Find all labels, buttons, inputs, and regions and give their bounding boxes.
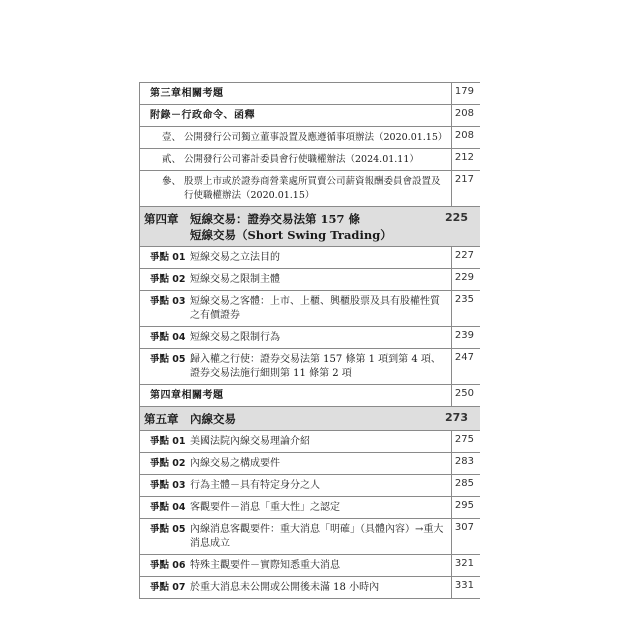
toc-page-number: 229 bbox=[454, 272, 474, 283]
toc-point-entry bbox=[140, 247, 480, 269]
toc-sub-label: 貳、 bbox=[162, 154, 182, 165]
toc-sub-title: 股票上市或於證券商營業處所買賣公司薪資報酬委員會設置及行使職權辦法（2020.01.15） bbox=[184, 176, 441, 201]
point-label: 爭點 07 bbox=[150, 582, 186, 593]
toc-point-entry bbox=[140, 349, 480, 385]
toc-page-number: 285 bbox=[454, 478, 474, 489]
chapter-subtitle: 短線交易（Short Swing Trading） bbox=[190, 228, 392, 242]
toc-point-entry bbox=[140, 431, 480, 453]
point-title: 美國法院內線交易理論介紹 bbox=[190, 436, 310, 447]
chapter-number: 第四章 bbox=[144, 212, 179, 226]
toc-point-entry bbox=[140, 291, 480, 327]
chapter-title: 內線交易 bbox=[190, 412, 236, 426]
point-title: 短線交易之立法目的 bbox=[190, 252, 280, 263]
toc-page-number: 273 bbox=[445, 411, 468, 424]
point-title: 特殊主觀要件－實際知悉重大消息 bbox=[190, 560, 340, 571]
toc-point-entry bbox=[140, 577, 480, 598]
toc-section-entry bbox=[140, 105, 480, 127]
toc-page-number: 283 bbox=[454, 456, 474, 467]
toc-sub-title: 公開發行公司獨立董事設置及應遵循事項辦法（2020.01.15） bbox=[184, 132, 448, 143]
toc-entry-title: 第四章相關考題 bbox=[150, 390, 224, 401]
toc-point-entry bbox=[140, 497, 480, 519]
toc-page-number: 235 bbox=[454, 294, 474, 305]
toc-sub-entry bbox=[140, 149, 480, 171]
toc-point-entry bbox=[140, 453, 480, 475]
toc-chapter-heading bbox=[140, 207, 480, 247]
toc-point-entry bbox=[140, 519, 480, 555]
point-label: 爭點 01 bbox=[150, 252, 186, 263]
point-title: 內線交易之構成要件 bbox=[190, 458, 280, 469]
toc-sub-entry bbox=[140, 171, 480, 207]
chapter-title: 短線交易：證券交易法第 157 條 bbox=[190, 212, 361, 226]
point-label: 爭點 02 bbox=[150, 458, 186, 469]
point-label: 爭點 06 bbox=[150, 560, 186, 571]
toc-page-number: 227 bbox=[454, 250, 474, 261]
point-title: 短線交易之限制行為 bbox=[190, 332, 280, 343]
point-label: 爭點 02 bbox=[150, 274, 186, 285]
toc-page-number: 208 bbox=[454, 108, 474, 119]
point-title: 短線交易之限制主體 bbox=[190, 274, 280, 285]
point-title: 行為主體－具有特定身分之人 bbox=[190, 480, 320, 491]
toc-point-entry bbox=[140, 555, 480, 577]
chapter-number: 第五章 bbox=[144, 412, 179, 426]
toc-point-entry bbox=[140, 327, 480, 349]
toc-page-number: 225 bbox=[445, 211, 468, 224]
toc-page-number: 217 bbox=[454, 174, 474, 185]
point-label: 爭點 05 bbox=[150, 524, 186, 535]
toc-page-number: 307 bbox=[454, 522, 474, 533]
toc-sub-label: 參、 bbox=[162, 176, 182, 187]
point-label: 爭點 05 bbox=[150, 354, 186, 365]
point-title: 內線消息客觀要件：重大消息「明確」（具體內容）→重大消息成立 bbox=[190, 524, 444, 549]
point-title: 歸入權之行使：證券交易法第 157 條第 1 項到第 4 項、證券交易法施行細則第 11 條第 2 項 bbox=[190, 354, 441, 379]
table-of-contents bbox=[139, 82, 480, 599]
point-title: 客觀要件－消息「重大性」之認定 bbox=[190, 502, 340, 513]
toc-page-number: 321 bbox=[454, 558, 474, 569]
point-title: 於重大消息未公開或公開後未滿 18 小時內 bbox=[190, 582, 380, 593]
point-label: 爭點 04 bbox=[150, 332, 186, 343]
point-label: 爭點 01 bbox=[150, 436, 186, 447]
toc-section-entry bbox=[140, 83, 480, 105]
point-label: 爭點 03 bbox=[150, 296, 186, 307]
toc-page-number: 179 bbox=[454, 86, 474, 97]
toc-chapter-heading bbox=[140, 407, 480, 431]
toc-section-entry bbox=[140, 385, 480, 407]
point-label: 爭點 03 bbox=[150, 480, 186, 491]
toc-sub-title: 公開發行公司審計委員會行使職權辦法（2024.01.11） bbox=[184, 154, 419, 165]
toc-point-entry bbox=[140, 269, 480, 291]
toc-point-entry bbox=[140, 475, 480, 497]
toc-page-number: 295 bbox=[454, 500, 474, 511]
point-label: 爭點 04 bbox=[150, 502, 186, 513]
toc-page-number: 331 bbox=[454, 580, 474, 591]
toc-sub-entry bbox=[140, 127, 480, 149]
toc-entry-title: 第三章相關考題 bbox=[150, 88, 224, 99]
toc-entry-title: 附錄－行政命令、函釋 bbox=[150, 110, 255, 121]
point-title: 短線交易之客體：上市、上櫃、興櫃股票及具有股權性質之有價證券 bbox=[190, 296, 440, 321]
toc-page-number: 208 bbox=[454, 130, 474, 141]
toc-page-number: 275 bbox=[454, 434, 474, 445]
toc-page-number: 250 bbox=[454, 388, 474, 399]
toc-page-number: 239 bbox=[454, 330, 474, 341]
toc-page-number: 247 bbox=[454, 352, 474, 363]
toc-page-number: 212 bbox=[454, 152, 474, 163]
toc-sub-label: 壹、 bbox=[162, 132, 182, 143]
